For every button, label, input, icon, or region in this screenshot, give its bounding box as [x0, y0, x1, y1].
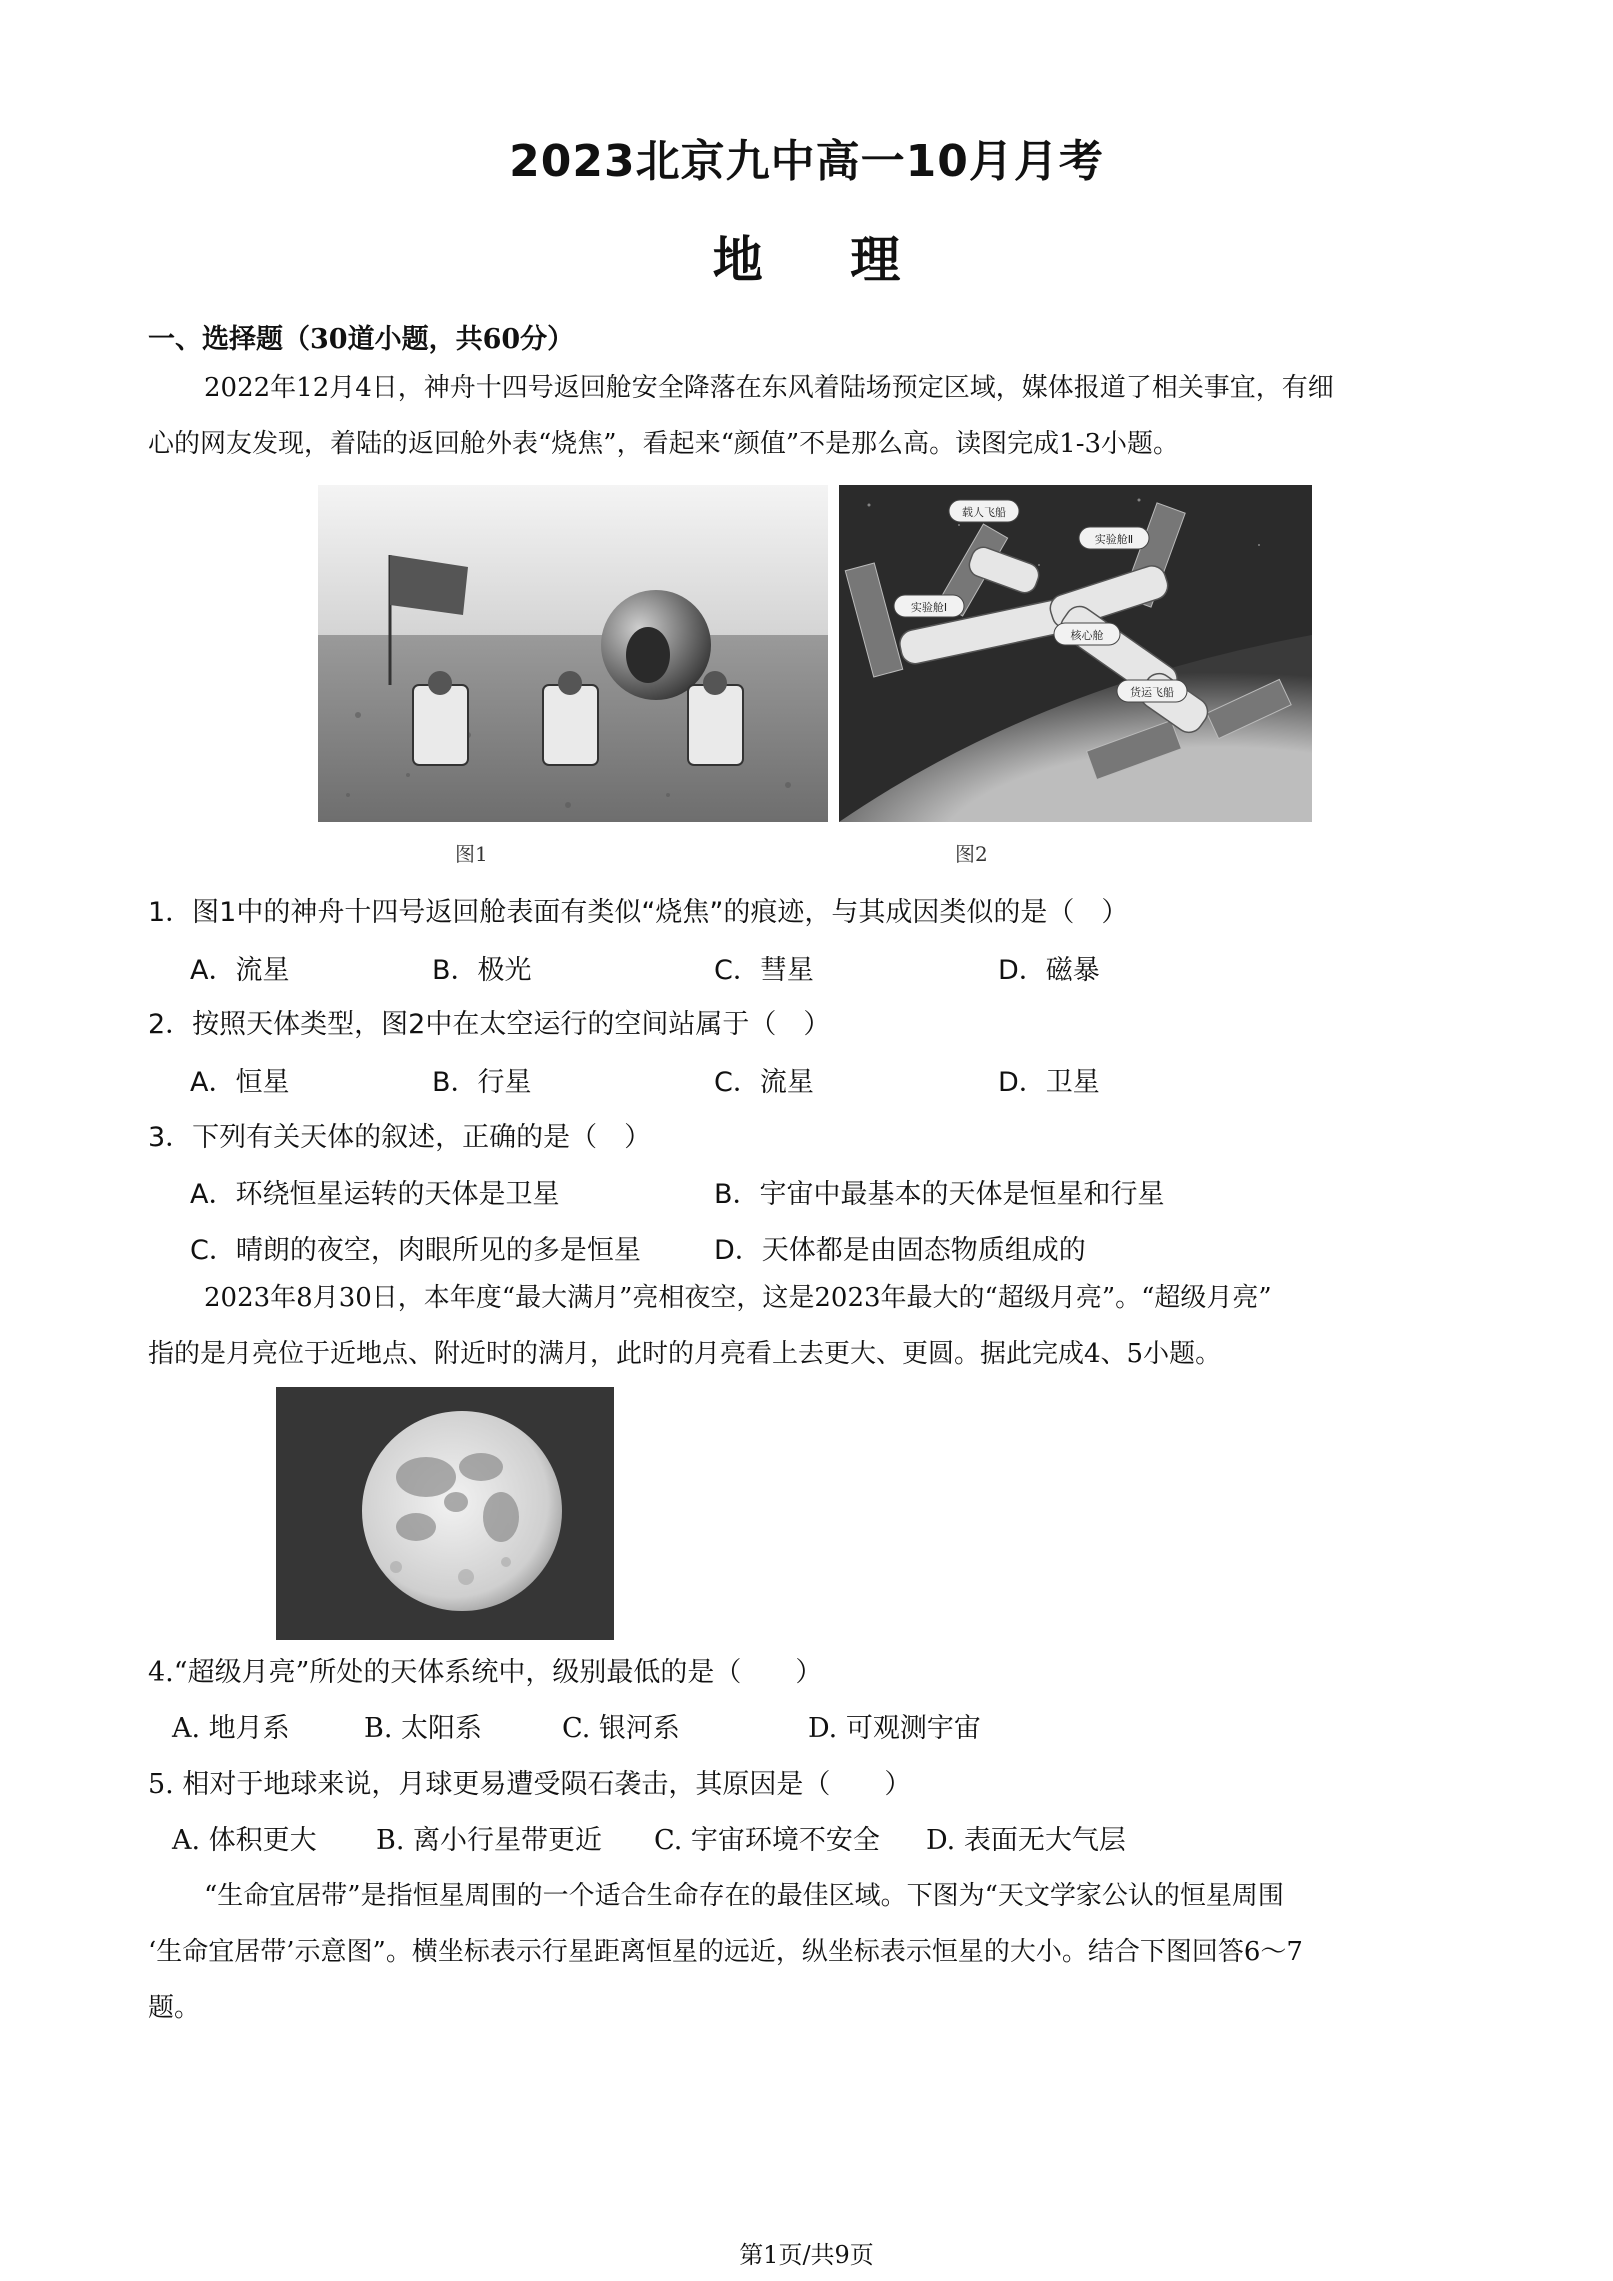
question-5-option-a[interactable]: A. 体积更大: [172, 1825, 317, 1856]
question-1-option-b[interactable]: B．极光: [432, 955, 532, 986]
supermoon-illustration: [276, 1387, 614, 1640]
question-3-stem: 3．下列有关天体的叙述，正确的是（ ）: [148, 1122, 652, 1153]
question-1-option-a[interactable]: A．流星: [190, 955, 290, 986]
question-3-option-b[interactable]: B．宇宙中最基本的天体是恒星和行星: [714, 1179, 1165, 1210]
question-4-stem: 4.“超级月亮”所处的天体系统中，级别最低的是（ ）: [148, 1657, 823, 1688]
landing-photo-illustration: [318, 485, 828, 822]
intro-3-line-2: ‘生命宜居带’示意图”。横坐标表示行星距离恒星的远近，纵坐标表示恒星的大小。结合下图回答6～7: [148, 1937, 1303, 1967]
label-core-module: 核心舱: [1070, 629, 1104, 642]
question-3-option-a[interactable]: A．环绕恒星运转的天体是卫星: [190, 1179, 560, 1210]
intro-1-line-1: 2022年12月4日，神舟十四号返回舱安全降落在东风着陆场预定区域，媒体报道了相关事宜，有细: [204, 373, 1334, 403]
figure-1-caption: 图1: [455, 842, 488, 866]
question-2-option-c[interactable]: C．流星: [714, 1067, 814, 1098]
intro-2-line-2: 指的是月亮位于近地点、附近时的满月，此时的月亮看上去更大、更圆。据此完成4、5小题。: [148, 1339, 1222, 1369]
label-cargo-ship: 货运飞船: [1130, 686, 1174, 699]
question-3-option-d[interactable]: D．天体都是由固态物质组成的: [714, 1235, 1086, 1266]
question-3-option-c[interactable]: C．晴朗的夜空，肉眼所见的多是恒星: [190, 1235, 641, 1266]
subject-title: 地 理: [712, 231, 901, 289]
intro-3-line-1: “生命宜居带”是指恒星周围的一个适合生命存在的最佳区域。下图为“天文学家公认的恒星周围: [204, 1881, 1284, 1911]
intro-2-line-1: 2023年8月30日，本年度“最大满月”亮相夜空，这是2023年最大的“超级月亮”。“超级月亮”: [204, 1283, 1272, 1313]
question-5-stem: 5. 相对于地球来说，月球更易遭受陨石袭击，其原因是（ ）: [148, 1769, 912, 1800]
question-4-option-a[interactable]: A. 地月系: [172, 1713, 290, 1744]
intro-3-line-3: 题。: [148, 1993, 201, 2023]
space-station-illustration: [839, 485, 1312, 822]
label-crewed-ship: 载人飞船: [962, 506, 1006, 519]
question-5-option-d[interactable]: D. 表面无大气层: [926, 1825, 1126, 1856]
question-2-option-d[interactable]: D．卫星: [998, 1067, 1100, 1098]
page-number: 第1页/共9页: [739, 2241, 874, 2269]
label-lab-module-1: 实验舱Ⅰ: [910, 601, 948, 614]
question-4-option-d[interactable]: D. 可观测宇宙: [808, 1713, 981, 1744]
section-heading: 一、选择题（30道小题，共60分）: [148, 324, 575, 355]
question-5-option-c[interactable]: C. 宇宙环境不安全: [654, 1825, 880, 1856]
intro-paragraph-1: [148, 360, 1466, 472]
question-5-option-b[interactable]: B. 离小行星带更近: [376, 1825, 603, 1856]
intro-paragraph-3: [148, 1868, 1466, 2036]
question-2-option-b[interactable]: B．行星: [432, 1067, 532, 1098]
figure-1-landing-photo: [318, 485, 828, 822]
figure-supermoon-photo: [276, 1387, 614, 1640]
question-4-option-b[interactable]: B. 太阳系: [364, 1713, 483, 1744]
figure-2-caption: 图2: [955, 842, 988, 866]
intro-1-line-2: 心的网友发现，着陆的返回舱外表“烧焦”，看起来“颜值”不是那么高。读图完成1-3小题。: [148, 429, 1180, 459]
question-1-option-d[interactable]: D．磁暴: [998, 955, 1100, 986]
figure-2-space-station: [839, 485, 1312, 822]
question-2-option-a[interactable]: A．恒星: [190, 1067, 290, 1098]
question-4-option-c[interactable]: C. 银河系: [562, 1713, 680, 1744]
exam-title: 2023北京九中高一10月月考: [509, 136, 1104, 187]
question-1-stem: 1．图1中的神舟十四号返回舱表面有类似“烧焦”的痕迹，与其成因类似的是（ ）: [148, 897, 1129, 928]
label-lab-module-2: 实验舱Ⅱ: [1094, 533, 1134, 546]
question-2-stem: 2．按照天体类型，图2中在太空运行的空间站属于（ ）: [148, 1009, 831, 1040]
intro-paragraph-2: [148, 1270, 1466, 1382]
question-1-option-c[interactable]: C．彗星: [714, 955, 814, 986]
